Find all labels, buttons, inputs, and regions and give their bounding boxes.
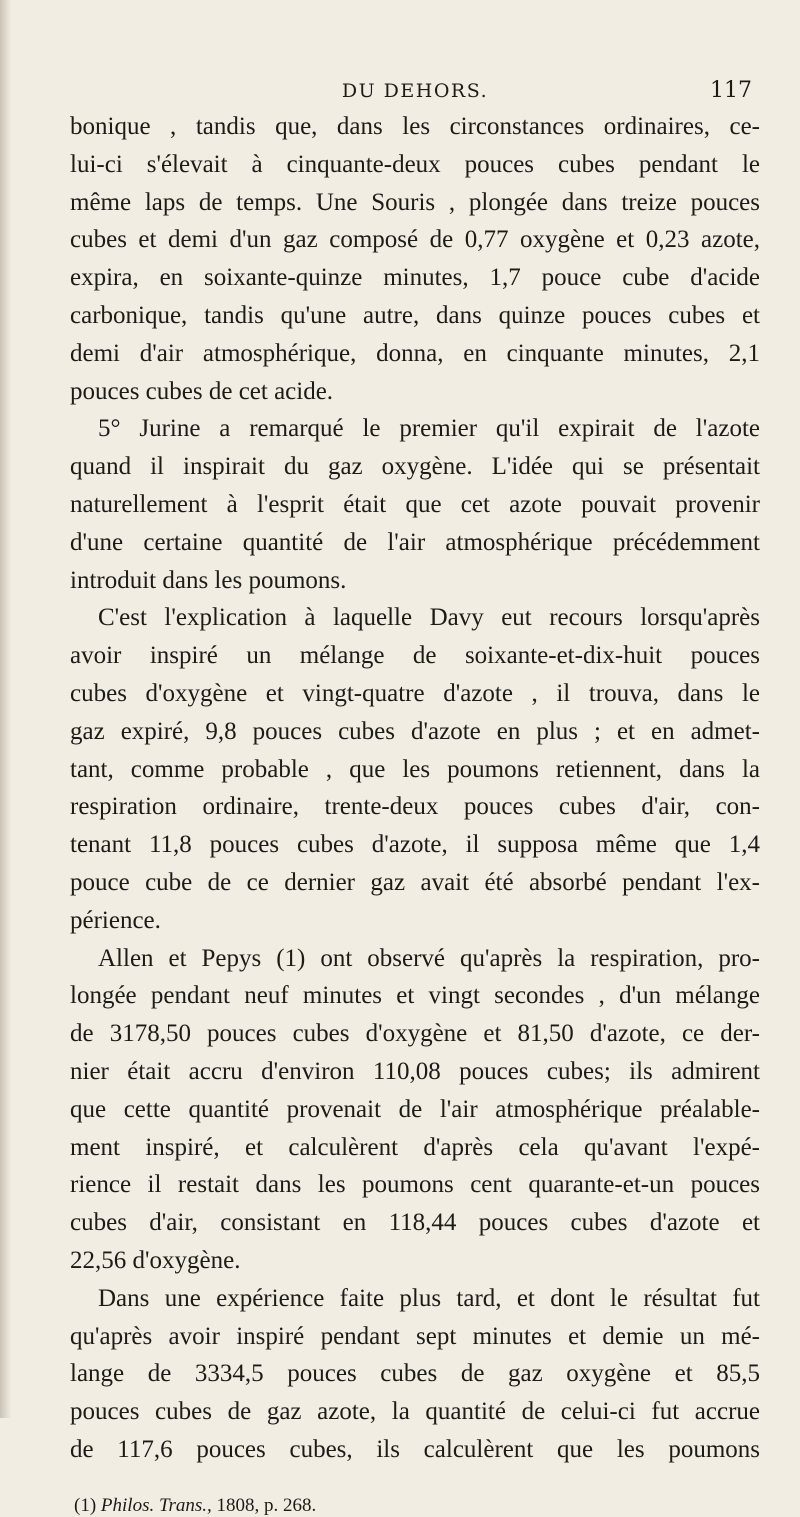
- text-line: de 3178,50 pouces cubes d'oxygène et 81,50 d'azote, ce der-: [70, 1020, 760, 1048]
- text-line: cubes d'air, consistant en 118,44 pouces cubes d'azote et: [70, 1209, 760, 1237]
- text-line: pouce cube de ce dernier gaz avait été absorbé pendant l'ex-: [70, 868, 760, 896]
- text-line: lange de 3334,5 pouces cubes de gaz oxygène et 85,5: [70, 1360, 760, 1388]
- text-line: longée pendant neuf minutes et vingt secondes , d'un mélange: [70, 982, 760, 1010]
- text-line: gaz expiré, 9,8 pouces cubes d'azote en plus ; et en admet-: [70, 717, 760, 745]
- text-line: Dans une expérience faite plus tard, et dont le résultat fut: [98, 1284, 760, 1312]
- paragraph: [70, 1280, 760, 1469]
- text-line: avoir inspiré un mélange de soixante-et-dix-huit pouces: [70, 642, 760, 670]
- footnote-source: Philos. Trans.,: [100, 1494, 212, 1516]
- running-head: [70, 78, 760, 106]
- text-line: rience il restait dans les poumons cent quarante-et-un pouces: [70, 1171, 760, 1199]
- footnote: [70, 1495, 760, 1517]
- text-line: bonique , tandis que, dans les circonstances ordinaires, ce-: [70, 113, 760, 140]
- body-text: [70, 108, 760, 1469]
- text-line: demi d'air atmosphérique, donna, en cinquante minutes, 2,1: [70, 339, 760, 367]
- text-line: naturellement à l'esprit était que cet azote pouvait provenir: [70, 490, 760, 518]
- text-line: Allen et Pepys (1) ont observé qu'après la respiration, pro-: [98, 944, 760, 972]
- page-number: 117: [710, 78, 752, 103]
- text-line: ment inspiré, et calculèrent d'après cela qu'avant l'expé-: [70, 1133, 760, 1161]
- text-line: expira, en soixante-quinze minutes, 1,7 pouce cube d'acide: [70, 264, 760, 292]
- text-line: périence.: [70, 906, 161, 934]
- footnote-marker: (1): [74, 1494, 97, 1516]
- text-line: lui-ci s'élevait à cinquante-deux pouces cubes pendant le: [70, 150, 760, 178]
- text-line: cubes et demi d'un gaz composé de 0,77 oxygène et 0,23 azote,: [70, 226, 760, 254]
- text-line: que cette quantité provenait de l'air atmosphérique préalable-: [70, 1095, 760, 1123]
- text-line: pouces cubes de cet acide.: [70, 377, 334, 405]
- text-line: d'une certaine quantité de l'air atmosphérique précédemment: [70, 528, 760, 556]
- text-line: respiration ordinaire, trente-deux pouces cubes d'air, con-: [70, 793, 760, 821]
- running-title: DU DEHORS.: [341, 80, 489, 102]
- text-line: tenant 11,8 pouces cubes d'azote, il supposa même que 1,4: [70, 831, 760, 859]
- paragraph: [70, 410, 760, 599]
- text-line: même laps de temps. Une Souris , plongée dans treize pouces: [70, 188, 760, 216]
- text-line: introduit dans les poumons.: [70, 566, 347, 594]
- text-line: qu'après avoir inspiré pendant sept minutes et demie un mé-: [70, 1322, 760, 1350]
- text-line: pouces cubes de gaz azote, la quantité de celui-ci fut accrue: [70, 1398, 760, 1426]
- text-line: quand il inspirait du gaz oxygène. L'idée qui se présentait: [70, 453, 760, 481]
- text-line: nier était accru d'environ 110,08 pouces cubes; ils admirent: [70, 1057, 760, 1085]
- paragraph: [70, 940, 760, 1280]
- text-line: tant, comme probable , que les poumons retiennent, dans la: [70, 755, 760, 783]
- text-line: 5° Jurine a remarqué le premier qu'il expirait de l'azote: [98, 415, 760, 443]
- text-line: 22,56 d'oxygène.: [70, 1246, 241, 1274]
- paragraph: [70, 599, 760, 939]
- paragraph: [70, 108, 760, 410]
- text-line: carbonique, tandis qu'une autre, dans quinze pouces cubes et: [70, 301, 760, 329]
- text-line: C'est l'explication à laquelle Davy eut recours lorsqu'après: [98, 604, 760, 632]
- page-edge: [0, 0, 12, 1418]
- text-line: de 117,6 pouces cubes, ils calculèrent que les poumons: [70, 1435, 760, 1463]
- book-page: [70, 78, 760, 1517]
- footnote-detail: 1808, p. 268.: [216, 1494, 317, 1516]
- text-line: cubes d'oxygène et vingt-quatre d'azote , il trouva, dans le: [70, 679, 760, 707]
